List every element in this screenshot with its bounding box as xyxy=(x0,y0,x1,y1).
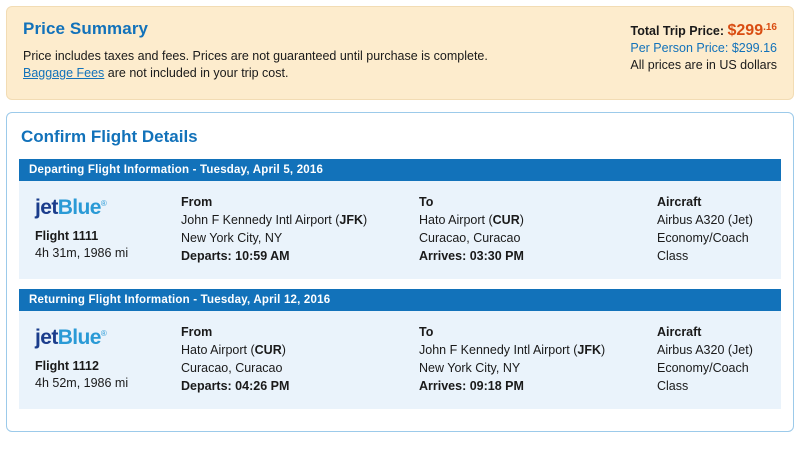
departing-from-label: From xyxy=(181,195,213,209)
jetblue-logo-blue: Blue xyxy=(57,196,101,219)
jetblue-logo xyxy=(35,193,181,219)
returning-aircraft-column xyxy=(657,323,771,395)
returning-to-airport-code: JFK xyxy=(577,343,602,357)
per-person-price-amount: $299.16 xyxy=(731,41,777,56)
returning-departs-time: Departs: 04:26 PM xyxy=(181,379,290,393)
per-person-price xyxy=(630,40,777,57)
departing-from-airport-name: John F Kennedy Intl Airport ( xyxy=(181,213,340,227)
baggage-fees-link[interactable]: Baggage Fees xyxy=(23,66,105,80)
departing-aircraft-type: Airbus A320 (Jet) xyxy=(657,213,753,227)
jetblue-logo-jet: jet xyxy=(35,326,58,349)
departing-to-airport xyxy=(419,211,657,229)
jetblue-logo-trademark: ® xyxy=(100,199,107,208)
returning-airline-column xyxy=(29,323,181,395)
returning-flight-header: Returning Flight Information - Tuesday, April 12, 2016 xyxy=(19,289,781,311)
confirm-flight-details-title: Confirm Flight Details xyxy=(21,127,198,146)
returning-to-city: New York City, NY xyxy=(419,361,521,375)
departing-to-city: Curacao, Curacao xyxy=(419,231,521,245)
departing-cabin-class-line1: Economy/Coach xyxy=(657,231,749,245)
departing-from-column xyxy=(181,193,419,265)
page-root xyxy=(0,6,800,465)
total-trip-price-label: Total Trip Price: xyxy=(630,24,728,39)
departing-from-airport xyxy=(181,211,419,229)
returning-to-airport xyxy=(419,341,657,359)
returning-flight-number: Flight 1112 xyxy=(35,359,99,373)
total-trip-price-cents: .16 xyxy=(763,22,777,33)
departing-flight-header: Departing Flight Information - Tuesday, April 5, 2016 xyxy=(19,159,781,181)
departing-from-airport-paren: ) xyxy=(363,213,368,227)
total-trip-price xyxy=(630,19,777,40)
departing-to-airport-name: Hato Airport ( xyxy=(419,213,493,227)
jetblue-logo-blue: Blue xyxy=(57,326,101,349)
departing-flight-number: Flight 1111 xyxy=(35,229,99,243)
price-summary-panel xyxy=(6,6,794,100)
jetblue-logo-trademark: ® xyxy=(100,329,107,338)
returning-flight-row xyxy=(19,311,781,409)
departing-from-airport-code: JFK xyxy=(339,213,364,227)
departing-aircraft-label: Aircraft xyxy=(657,195,702,209)
departing-departs-time: Departs: 10:59 AM xyxy=(181,249,290,263)
returning-cabin-class-line2: Class xyxy=(657,379,689,393)
returning-to-column xyxy=(419,323,657,395)
departing-cabin-class-line2: Class xyxy=(657,249,689,263)
confirm-flight-details-panel xyxy=(6,112,794,432)
departing-flight-duration: 4h 31m, 1986 mi xyxy=(35,246,129,260)
returning-to-airport-paren: ) xyxy=(601,343,606,357)
departing-arrives-time: Arrives: 03:30 PM xyxy=(419,249,524,263)
returning-from-label: From xyxy=(181,325,213,339)
currency-note: All prices are in US dollars xyxy=(630,58,777,73)
jetblue-logo xyxy=(35,323,181,349)
baggage-fees-note-rest: are not included in your trip cost. xyxy=(104,66,289,80)
returning-aircraft-type: Airbus A320 (Jet) xyxy=(657,343,753,357)
returning-cabin-class-line1: Economy/Coach xyxy=(657,361,749,375)
departing-flight-row xyxy=(19,181,781,279)
departing-to-label: To xyxy=(419,195,434,209)
returning-from-airport xyxy=(181,341,419,359)
departing-from-city: New York City, NY xyxy=(181,231,283,245)
returning-to-label: To xyxy=(419,325,434,339)
departing-airline-column xyxy=(29,193,181,265)
total-trip-price-amount: $299 xyxy=(727,22,764,40)
returning-flight-duration: 4h 52m, 1986 mi xyxy=(35,376,129,390)
returning-from-city: Curacao, Curacao xyxy=(181,361,283,375)
returning-from-airport-name: Hato Airport ( xyxy=(181,343,255,357)
segment-spacer xyxy=(19,279,781,289)
departing-aircraft-column xyxy=(657,193,771,265)
returning-aircraft-label: Aircraft xyxy=(657,325,702,339)
per-person-price-label: Per Person Price: xyxy=(630,41,732,56)
returning-arrives-time: Arrives: 09:18 PM xyxy=(419,379,524,393)
price-summary-note-1: Price includes taxes and fees. Prices are not guaranteed until purchase is complete. xyxy=(23,49,488,63)
departing-to-airport-code: CUR xyxy=(492,213,520,227)
returning-from-airport-paren: ) xyxy=(281,343,286,357)
returning-to-airport-name: John F Kennedy Intl Airport ( xyxy=(419,343,578,357)
price-summary-title: Price Summary xyxy=(23,19,149,38)
price-summary-totals xyxy=(630,19,777,74)
departing-to-airport-paren: ) xyxy=(519,213,524,227)
departing-to-column xyxy=(419,193,657,265)
returning-from-column xyxy=(181,323,419,395)
returning-from-airport-code: CUR xyxy=(254,343,282,357)
jetblue-logo-jet: jet xyxy=(35,196,58,219)
